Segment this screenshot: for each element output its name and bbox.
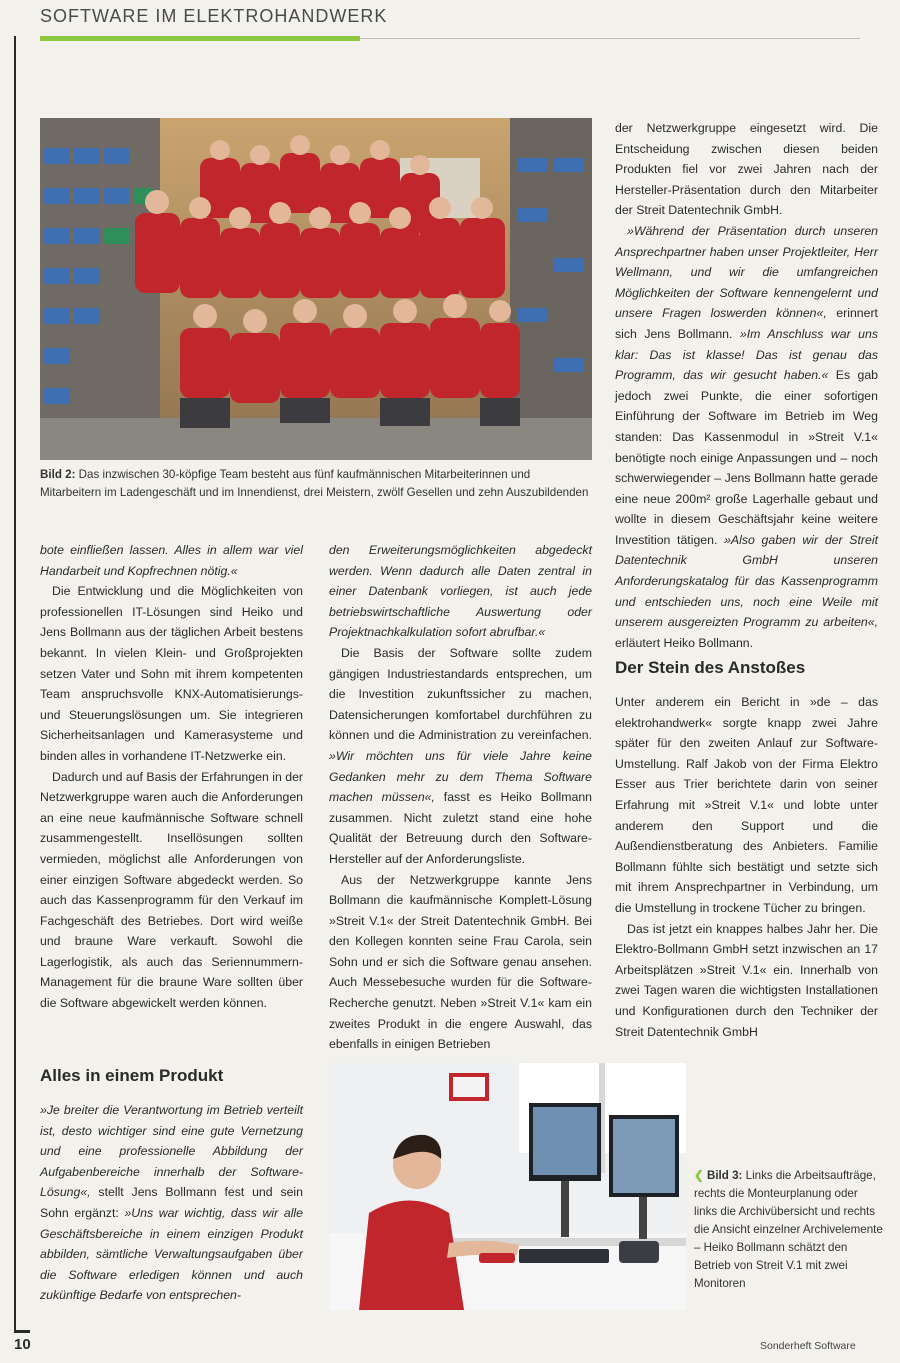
page-number-rule [14, 1330, 30, 1333]
section-title: SOFTWARE IM ELEKTROHANDWERK [40, 6, 388, 26]
col3-text-2: Es gab jedoch zwei Punkte, die einer sofortigen Einführung der Software im Betrieb im Weg standen: Das Kassenmodul in »Streit V.1« benötigte noch einige Anpassungen und – noch schwerwiegender – Jens Bollmann hatte gerade eine neue 200m² große Lagerhalle gebaut und wollte in diesem Geschäftsjahr keine weitere Investition tätigen. [615, 368, 878, 547]
column-3 [615, 118, 878, 653]
col1-text-1: stellt Jens Bollmann fest und sein Sohn ergänzt: [40, 1185, 303, 1220]
col3-quote-1: »Während der Präsentation durch unseren Ansprechpartner haben unser Projektleiter, Herr Wellmann, und wir die umfangreichen Möglichkeiten der Software kennengelernt und unsere Fragen loswerden können«, [615, 223, 878, 321]
left-margin-bar [14, 36, 16, 1332]
col1-quote-2: »Uns war wichtig, dass wir alle Geschäftsbereiche in einem einzigen Produkt abbilden, sämtliche Verwaltungsaufgaben über die Software erledigen können und auch zukünftige Bedarfe von entsprechen- [40, 1205, 303, 1303]
col1-paragraph-3: Dadurch und auf Basis der Erfahrungen in der Netzwerkgruppe waren auch die Anforderungen an eine neue kaufmännische Software schnell zusammengestellt. Insellösungen sollten vermieden, möglichst alle Anforderungen von einer einzigen Software abgedeckt werden. So auch das Kassenprogramm für den Verkauf im Fachgeschäft des Betriebes. Dort wird weiße und braune Ware verkauft. Sowohl die Lagerlogistik, als auch das Seriennummern-Management für die braune Ware sollten über die Software abgewickelt werden können. [40, 769, 303, 1011]
caption-arrow-icon: ❮ [694, 1169, 704, 1182]
office-photo [329, 1063, 686, 1310]
figure2-caption [40, 466, 592, 502]
figure3-caption [694, 1167, 884, 1293]
col2-quote-1: »Wir möchten uns für viele Jahre keine Gedanken mehr zu dem Thema Software machen müssen«, [329, 748, 592, 805]
col3-text-1: erinnert sich Jens Bollmann. [615, 306, 878, 341]
header-rule [360, 38, 860, 39]
header-accent-rule [40, 36, 360, 41]
team-photo [40, 118, 592, 460]
col1-paragraph-2: Die Entwicklung und die Möglichkeiten von professionellen IT-Lösungen sind Heiko und Jens Bollmann aus der täglichen Arbeit bestens bekannt. In vielen Klein- und Großprojekten setzen Vater und Sohn mit ihrem kompetenten Team anspruchsvolle KNX-Automatisierungs- und Steuerungslösungen um. Sie integrieren Sicherheitsanlagen und Kamerasysteme und binden alles in vorhandene IT-Netzwerke ein. [40, 584, 303, 763]
column-1 [40, 540, 303, 1014]
col1-quote-1: »Je breiter die Verantwortung im Betrieb verteilt ist, desto wichtiger sind eine gute Vernetzung und eine professionelle Abbildung der Aufgabenbereiche innerhalb der Software-Lösung«, [40, 1103, 303, 1200]
col3-paragraph-1: der Netzwerkgruppe eingesetzt wird. Die Entscheidung zwischen diesen beiden Produkten fiel vor zwei Jahren nach der Hersteller-Präsentation durch den Mitarbeiter der Streit Datentechnik GmbH. [615, 121, 878, 218]
column-3-continued [615, 692, 878, 1042]
heading-der-stein-des-anstosses: Der Stein des Anstoßes [615, 658, 806, 677]
col3-quote-3: »Also gaben wir der Streit Datentechnik GmbH unseren Anforderungskatalog für das Kassenprogramm und entschieden uns, noch eine Weile mit unserem ausgereizten Programm zu arbeiten«, [615, 532, 878, 630]
column-1-continued [40, 1100, 303, 1306]
col1-paragraph-1: bote einfließen lassen. Alles in allem war viel Handarbeit und Kopfrechnen nötig.« [40, 543, 303, 578]
page-number: 10 [14, 1336, 31, 1353]
figure2-caption-label: Bild 2: [40, 468, 76, 481]
col2-text-2: fasst es Heiko Bollmann zusammen. Nicht zuletzt stand eine hohe Qualität der Betreuung durch den Software-Hersteller auf der Anforderungsliste. [329, 790, 592, 866]
figure3-caption-text: Links die Arbeitsaufträge, rechts die Monteurplanung oder links die Archivübersicht und rechts die Ansicht einzelner Archivelemente – Heiko Bollmann schätzt den Betrieb von Streit V.1 mit zwei Monitoren [694, 1169, 883, 1290]
col3-paragraph-3: Unter anderem ein Bericht in »de – das elektrohandwerk« sorgte knapp zwei Jahre später für den zweiten Anlauf zur Software-Umstellung. Ralf Jakob von der Firma Elektro Esser aus Trier berichtete darin von seiner Erfahrung mit »Streit V.1« und lobte unter anderem den Support und die Außendienstberatung des Anbieters. Familie Bollmann fühlte sich bestätigt und setzte sich mit ihrem Ansprechpartner in Verbindung, um die Umstellung in trockene Tücher zu bringen. [615, 695, 878, 915]
col2-text-1: Die Basis der Software sollte zudem gängigen Industriestandards entsprechen, um die Investition zukunftssicher zu machen, Datensicherungen komfortabel durchführen zu können und die Administration zu vereinfachen. [329, 645, 592, 743]
col2-paragraph-1: den Erweiterungsmöglichkeiten abgedeckt werden. Wenn dadurch alle Daten zentral in einer Datenbank vorliegen, ist auch jede betriebswirtschaftliche Auswertung oder Projektnachkalkulation sofort abrufbar.« [329, 543, 592, 640]
col2-paragraph-3: Aus der Netzwerkgruppe kannte Jens Bollmann die kaufmännische Komplett-Lösung »Streit V.1« der Streit Datentechnik GmbH. Bei den Kollegen konnten seine Frau Carola, sein Sohn und er sich die Software genau ansehen. Auch Messebesuche wurden für die Software-Recherche genutzt. Neben »Streit V.1« kam ein zweites Produkt in die engere Auswahl, das ebenfalls in einigen Betrieben [329, 872, 592, 1052]
figure2-caption-text: Das inzwischen 30-köpfige Team besteht aus fünf kaufmännischen Mitarbeiterinnen und Mitarbeitern im Ladengeschäft und im Innendienst, drei Meistern, zwölf Gesellen und zehn Auszubildenden [40, 468, 589, 499]
col3-quote-2: »Im Anschluss war uns klar: Das ist klasse! Das ist genau das Programm, das wir gesucht haben.« [615, 326, 879, 383]
column-2 [329, 540, 592, 1055]
col3-paragraph-4: Das ist jetzt ein knappes halbes Jahr her. Die Elektro-Bollmann GmbH setzt inzwischen an 17 Arbeitsplätzen »Streit V.1« ein. Innerhalb von zwei Tagen waren die wichtigsten Installationen und Konfigurationen durch den Techniker der Streit Datentechnik GmbH [615, 921, 878, 1039]
col3-text-3: erläutert Heiko Bollmann. [615, 635, 754, 650]
heading-alles-in-einem-produkt: Alles in einem Produkt [40, 1066, 224, 1085]
publication-name: Sonderheft Software [760, 1340, 856, 1352]
figure3-caption-label: Bild 3: [706, 1169, 743, 1182]
